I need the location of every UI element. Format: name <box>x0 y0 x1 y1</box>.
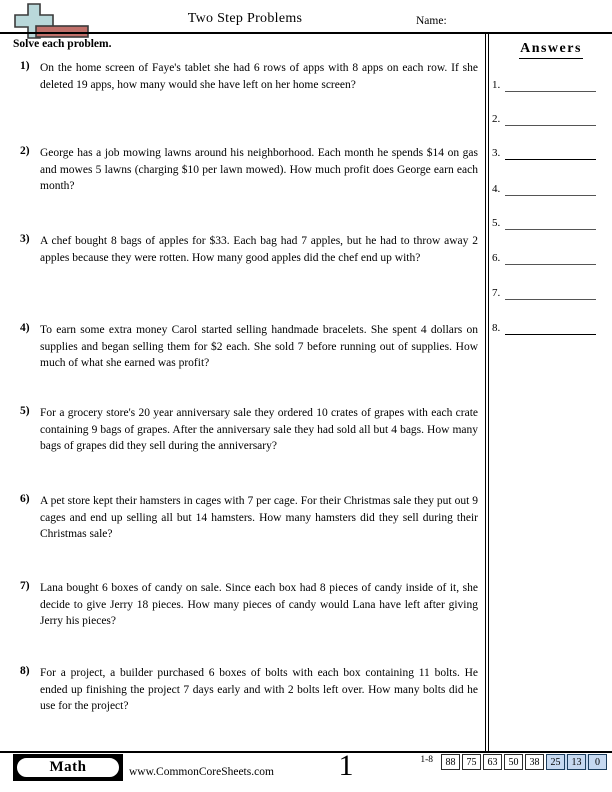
answer-blank-line[interactable] <box>505 182 596 196</box>
answer-blank-line[interactable] <box>505 321 596 335</box>
problem-text: George has a job mowing lawns around his neighborhood. Each month he spends $14 on gas and mowes 5 lawns (charging $10 per lawn mowed). How much profit does George earn each month? <box>40 147 478 192</box>
answer-slot-3 <box>492 144 596 160</box>
score-cell: 75 <box>462 754 481 770</box>
page-number: 1 <box>338 749 354 782</box>
name-label: Name: <box>416 15 447 27</box>
score-cell: 88 <box>441 754 460 770</box>
score-cell-highlighted: 0 <box>588 754 607 770</box>
score-table <box>420 754 607 770</box>
answer-slot-6 <box>492 249 596 265</box>
problem-1 <box>20 60 478 93</box>
brand-pill <box>15 756 121 779</box>
answer-number: 3. <box>492 147 501 159</box>
answer-blank-line[interactable] <box>505 78 596 92</box>
problem-number: 3) <box>20 233 30 245</box>
problem-text: A pet store kept their hamsters in cages with 7 per cage. For their Christmas sale they put out 9 cages and end up selling all but 14 hamsters. How many hamsters did they sell during their Christmas sale? <box>40 495 478 540</box>
answer-number: 4. <box>492 183 501 195</box>
problem-number: 4) <box>20 322 30 334</box>
page-title: Two Step Problems <box>187 11 303 26</box>
problem-text: Lana bought 6 boxes of candy on sale. Since each box had 8 pieces of candy inside of it, she decide to give Jerry 18 pieces. How many pieces of candy would Lana have left after giving Jerry his pieces? <box>40 582 478 627</box>
math-brand-badge <box>13 754 123 781</box>
answer-blank-line[interactable] <box>505 146 596 160</box>
answer-blank-line[interactable] <box>505 286 596 300</box>
answer-slot-1 <box>492 76 596 92</box>
answer-number: 1. <box>492 79 501 91</box>
problem-number: 1) <box>20 60 30 72</box>
problem-text: For a project, a builder purchased 6 boxes of bolts with each box containing 11 bolts. He ended up finishing the project 7 days early and with 2 bolts left over. How many bolts did he use for the project? <box>40 667 478 712</box>
website-text: www.CommonCoreSheets.com <box>129 766 274 778</box>
problem-8 <box>20 665 478 715</box>
answer-blank-line[interactable] <box>505 251 596 265</box>
problem-number: 2) <box>20 145 30 157</box>
answer-blank-line[interactable] <box>505 112 596 126</box>
problem-6 <box>20 493 478 543</box>
problem-5 <box>20 405 478 455</box>
problem-7 <box>20 580 478 630</box>
problem-number: 6) <box>20 493 30 505</box>
score-cells <box>441 754 607 770</box>
problem-number: 7) <box>20 580 30 592</box>
score-cell-highlighted: 25 <box>546 754 565 770</box>
score-cell: 38 <box>525 754 544 770</box>
problem-number: 5) <box>20 405 30 417</box>
score-cell-highlighted: 13 <box>567 754 586 770</box>
instruction-label: Solve each problem. <box>13 38 112 50</box>
answer-number: 2. <box>492 113 501 125</box>
answer-slot-8 <box>492 319 596 335</box>
problem-text: For a grocery store's 20 year anniversary sale they ordered 10 crates of grapes with each crate containing 9 bags of grapes. After the anniversary sale they had sold all but 4 bags. How many bags of grapes did they sell during the anniversary? <box>40 407 478 452</box>
score-cell: 50 <box>504 754 523 770</box>
brand-label: Math <box>49 759 87 775</box>
score-range-label: 1-8 <box>420 755 433 765</box>
score-highlight-group <box>546 754 607 770</box>
problem-2 <box>20 145 478 195</box>
problem-4 <box>20 322 478 372</box>
footer-divider <box>0 751 612 753</box>
problem-3 <box>20 233 478 266</box>
name-line[interactable] <box>0 32 612 34</box>
answers-divider <box>485 33 489 752</box>
problem-text: A chef bought 8 bags of apples for $33. Each bag had 7 apples, but he had to throw away 2 apples because they were rotten. How many good apples did the chef end up with? <box>40 235 478 264</box>
problem-text: On the home screen of Faye's tablet she had 6 rows of apps with 8 apps on each row. If she deleted 19 apps, how many would she have left on her home screen? <box>40 62 478 91</box>
problem-number: 8) <box>20 665 30 677</box>
answer-number: 6. <box>492 252 501 264</box>
answer-number: 5. <box>492 217 501 229</box>
answer-number: 8. <box>492 322 501 334</box>
answer-blank-line[interactable] <box>505 216 596 230</box>
score-cell: 63 <box>483 754 502 770</box>
answers-heading: Answers <box>492 39 610 59</box>
answer-slot-2 <box>492 110 596 126</box>
answer-slot-7 <box>492 284 596 300</box>
answer-slot-5 <box>492 214 596 230</box>
answer-slot-4 <box>492 180 596 196</box>
problem-text: To earn some extra money Carol started selling handmade bracelets. She spent 4 dollars on supplies and began selling them for $2 each. She sold 7 before running out of supplies. How much of what she earned was profit? <box>40 324 478 369</box>
answer-number: 7. <box>492 287 501 299</box>
